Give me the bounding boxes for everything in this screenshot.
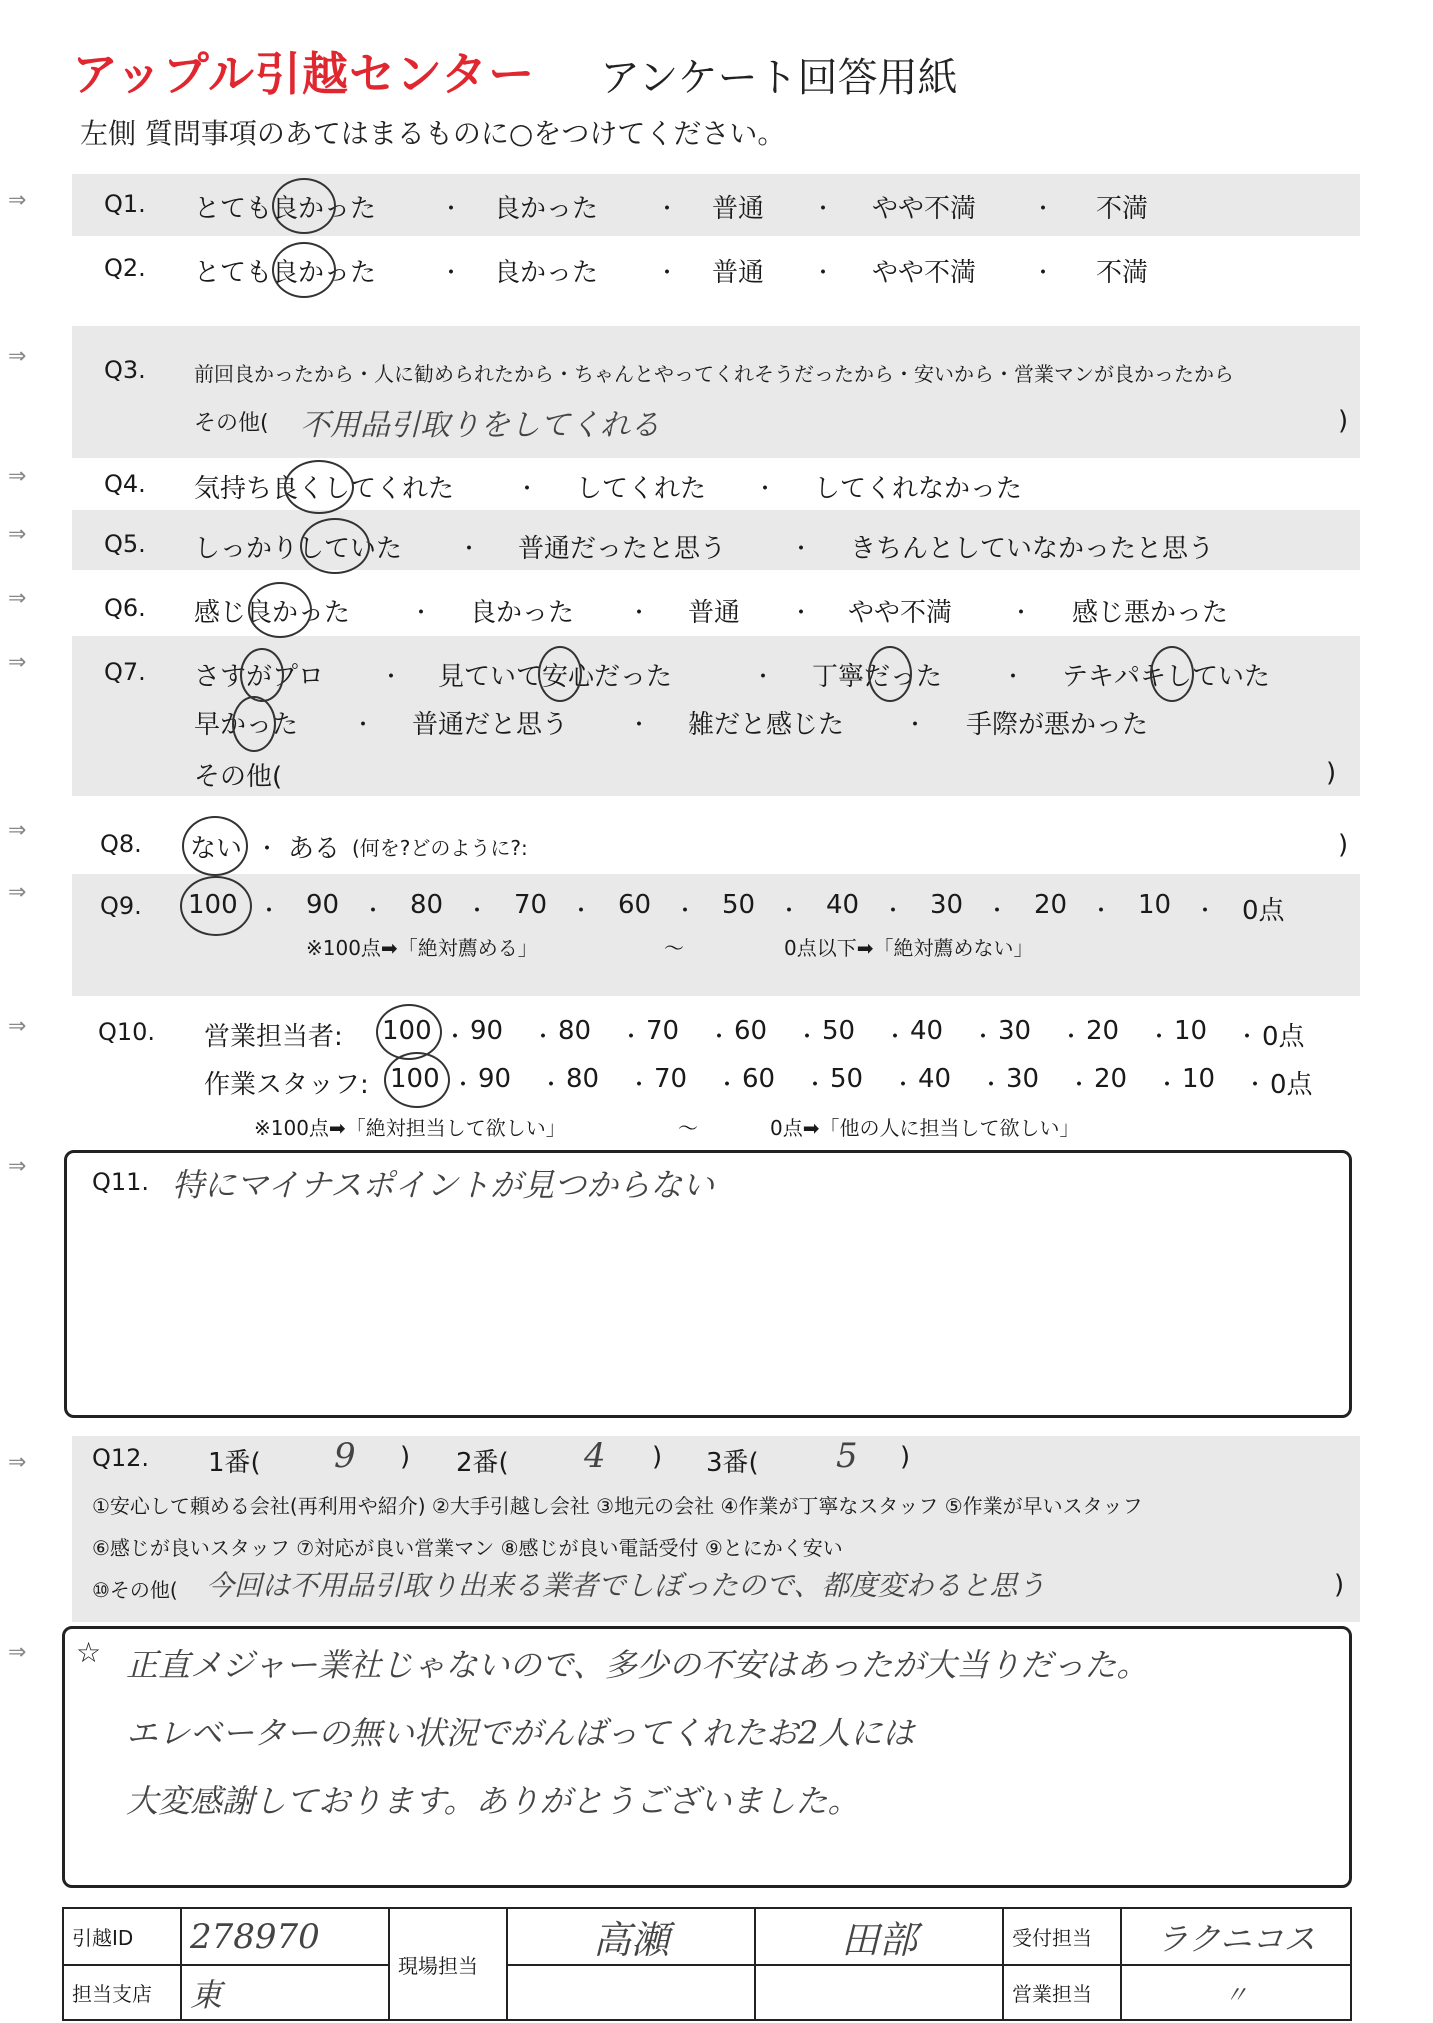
q12-first-close: ) <box>400 1442 411 1472</box>
q7-option[interactable]: 見ていて安心だった <box>438 662 673 692</box>
separator: ・ <box>812 197 835 222</box>
selection-circle <box>182 816 248 876</box>
separator: ・ <box>1032 261 1055 286</box>
q6-option[interactable]: 良かった <box>470 598 575 628</box>
q3-options[interactable]: 前回良かったから・人に勧められたから・ちゃんとやってくれそうだったから・安いから・営業マンが良かったから <box>194 362 1234 386</box>
arrow-icon: ⇒ <box>8 344 27 369</box>
selection-circle <box>240 648 284 702</box>
q10-score[interactable]: 50 <box>822 1016 856 1046</box>
selection-circle <box>376 1004 442 1060</box>
comment-line-2: エレベーターの無い状況でがんばってくれたお2人には <box>126 1714 915 1752</box>
arrow-icon: ⇒ <box>8 880 27 905</box>
separator: ・ <box>674 899 697 924</box>
separator: ・ <box>466 899 489 924</box>
q9-score[interactable]: 20 <box>1034 890 1068 920</box>
selection-circle <box>284 460 354 514</box>
q2-option[interactable]: とても良かった <box>194 258 377 288</box>
separator: ・ <box>986 899 1009 924</box>
q7-option[interactable]: さすがプロ <box>194 662 325 692</box>
q12-other-label: ⑩その他( <box>92 1578 178 1602</box>
separator: ・ <box>256 837 279 862</box>
q8-number: Q8. <box>100 830 142 858</box>
separator: ・ <box>892 1073 915 1098</box>
q2-option[interactable]: 良かった <box>494 258 599 288</box>
q10-score[interactable]: 70 <box>654 1064 688 1094</box>
q1-option[interactable]: とても良かった <box>194 194 377 224</box>
q7-number: Q7. <box>104 658 146 686</box>
separator: ・ <box>882 899 905 924</box>
selection-circle <box>300 518 370 574</box>
q9-score[interactable]: 100 <box>188 890 238 920</box>
separator: ・ <box>452 1073 475 1098</box>
selection-circle <box>272 242 336 298</box>
footer-table <box>62 1907 1352 2021</box>
separator: ・ <box>540 1073 563 1098</box>
q10-score[interactable]: 40 <box>910 1016 944 1046</box>
separator: ・ <box>778 899 801 924</box>
separator: ・ <box>1194 899 1217 924</box>
q10-note-high: ※100点➡「絶対担当して欲しい」 <box>254 1116 566 1140</box>
separator: ・ <box>628 1073 651 1098</box>
q12-third-label: 3番( <box>706 1448 759 1478</box>
separator: ・ <box>628 713 651 738</box>
q7-other-label[interactable]: その他( <box>194 762 283 792</box>
arrow-icon: ⇒ <box>8 650 27 675</box>
sales-label: 営業担当 <box>1003 1965 1121 2020</box>
q3-close-paren: ) <box>1338 406 1349 436</box>
q10-score[interactable]: 0点 <box>1270 1070 1313 1100</box>
q9-score[interactable]: 40 <box>826 890 860 920</box>
q7-option[interactable]: テキパキしていた <box>1062 662 1271 692</box>
separator: ・ <box>980 1073 1003 1098</box>
q6-option[interactable]: 感じ悪かった <box>1072 598 1229 628</box>
arrow-icon: ⇒ <box>8 1640 27 1665</box>
q8-close-paren: ) <box>1338 830 1349 860</box>
q2-option[interactable]: 不満 <box>1096 258 1149 288</box>
comment-line-1: 正直メジャー業社じゃないので、多少の不安はあったが大当りだった。 <box>126 1646 1149 1684</box>
q3-other-answer[interactable]: 不用品引取りをしてくれる <box>300 408 660 443</box>
separator: ・ <box>708 1025 731 1050</box>
q8-option[interactable]: ある <box>288 834 341 864</box>
q12-other-answer[interactable]: 今回は不用品引取り出来る業者でしぼったので、都度変わると思う <box>206 1569 1046 1602</box>
q10-score[interactable]: 90 <box>478 1064 512 1094</box>
q10-score[interactable]: 90 <box>470 1016 504 1046</box>
star-icon: ☆ <box>76 1636 102 1669</box>
separator: ・ <box>516 477 539 502</box>
separator: ・ <box>444 1025 467 1050</box>
q10-score[interactable]: 60 <box>734 1016 768 1046</box>
q7-option[interactable]: 普通だと思う <box>412 710 569 740</box>
q5-option[interactable]: きちんとしていなかったと思う <box>850 534 1215 564</box>
separator: ・ <box>796 1025 819 1050</box>
site-staff-1[interactable]: 高瀬 <box>507 1908 755 1965</box>
q10-score[interactable]: 40 <box>918 1064 952 1094</box>
q7-option[interactable]: 丁寧だった <box>812 662 943 692</box>
selection-circle <box>232 696 276 752</box>
arrow-icon: ⇒ <box>8 1014 27 1039</box>
q3-band <box>72 326 1360 458</box>
q10-tilde: 〜 <box>678 1116 698 1140</box>
separator: ・ <box>656 261 679 286</box>
q10-score[interactable]: 100 <box>390 1064 440 1094</box>
q8-option[interactable]: ない <box>190 834 243 864</box>
q7-option[interactable]: 早かった <box>194 710 299 740</box>
separator: ・ <box>440 197 463 222</box>
site-staff-3[interactable] <box>507 1965 755 2020</box>
selection-circle <box>272 178 336 234</box>
branch-value[interactable]: 東 <box>181 1965 389 2020</box>
separator: ・ <box>362 899 385 924</box>
q12-second-value[interactable]: 4 <box>584 1436 606 1476</box>
separator: ・ <box>1032 197 1055 222</box>
q12-number: Q12. <box>92 1444 150 1472</box>
separator: ・ <box>972 1025 995 1050</box>
q10-score[interactable]: 30 <box>998 1016 1032 1046</box>
separator: ・ <box>258 899 281 924</box>
q12-second-label: 2番( <box>456 1448 509 1478</box>
separator: ・ <box>884 1025 907 1050</box>
q9-note-high: ※100点➡「絶対薦める」 <box>306 936 538 960</box>
separator: ・ <box>352 713 375 738</box>
separator: ・ <box>656 197 679 222</box>
q1-option[interactable]: 不満 <box>1096 194 1149 224</box>
q4-number: Q4. <box>104 470 146 498</box>
separator: ・ <box>440 261 463 286</box>
comment-line-3: 大変感謝しております。ありがとうございました。 <box>126 1782 860 1820</box>
move-id-value[interactable]: 278970 <box>181 1908 389 1965</box>
separator: ・ <box>790 601 813 626</box>
q10-score[interactable]: 10 <box>1174 1016 1208 1046</box>
q10-score[interactable]: 80 <box>558 1016 592 1046</box>
separator: ・ <box>1090 899 1113 924</box>
separator: ・ <box>532 1025 555 1050</box>
q10-score[interactable]: 100 <box>382 1016 432 1046</box>
q12-close-paren: ) <box>1334 1570 1345 1600</box>
separator: ・ <box>380 665 403 690</box>
q5-option[interactable]: 普通だったと思う <box>518 534 727 564</box>
q9-score[interactable]: 50 <box>722 890 756 920</box>
q12-choices-line2: ⑥感じが良いスタッフ ⑦対応が良い営業マン ⑧感じが良い電話受付 ⑨とにかく安い <box>92 1536 843 1560</box>
q9-score[interactable]: 90 <box>306 890 340 920</box>
q5-number: Q5. <box>104 530 146 558</box>
reception-label: 受付担当 <box>1003 1908 1121 1965</box>
instruction-text: 左側 質問事項のあてはまるものに○をつけてください。 <box>80 117 786 150</box>
separator: ・ <box>1068 1073 1091 1098</box>
q4-option[interactable]: してくれなかった <box>814 474 1023 504</box>
q7-option[interactable]: 雑だと感じた <box>688 710 845 740</box>
arrow-icon: ⇒ <box>8 188 27 213</box>
selection-circle <box>538 646 582 702</box>
q10-score[interactable]: 70 <box>646 1016 680 1046</box>
q10-number: Q10. <box>98 1018 156 1046</box>
q10-note-low: 0点➡「他の人に担当して欲しい」 <box>770 1116 1080 1140</box>
q6-number: Q6. <box>104 594 146 622</box>
q6-option[interactable]: やや不満 <box>848 598 953 628</box>
arrow-icon: ⇒ <box>8 586 27 611</box>
separator: ・ <box>804 1073 827 1098</box>
site-staff-label: 現場担当 <box>389 1908 507 2020</box>
q9-score[interactable]: 10 <box>1138 890 1172 920</box>
q9-score[interactable]: 30 <box>930 890 964 920</box>
selection-circle <box>384 1052 450 1108</box>
q3-number: Q3. <box>104 356 146 384</box>
selection-circle <box>868 646 912 702</box>
q6-option[interactable]: 感じ良かった <box>194 598 351 628</box>
separator: ・ <box>1148 1025 1171 1050</box>
q9-score[interactable]: 80 <box>410 890 444 920</box>
q10-score[interactable]: 20 <box>1094 1064 1128 1094</box>
site-staff-4[interactable] <box>755 1965 1003 2020</box>
q10-score[interactable]: 60 <box>742 1064 776 1094</box>
q10-score[interactable]: 30 <box>1006 1064 1040 1094</box>
q10-sales-label: 営業担当者: <box>204 1022 343 1052</box>
separator: ・ <box>1060 1025 1083 1050</box>
separator: ・ <box>1236 1025 1259 1050</box>
arrow-icon: ⇒ <box>8 1450 27 1475</box>
q12-third-close: ) <box>900 1442 911 1472</box>
q10-staff-label: 作業スタッフ: <box>204 1070 369 1100</box>
q10-score[interactable]: 80 <box>566 1064 600 1094</box>
q12-third-value[interactable]: 5 <box>836 1436 858 1476</box>
separator: ・ <box>1010 601 1033 626</box>
separator: ・ <box>754 477 777 502</box>
q2-number: Q2. <box>104 254 146 282</box>
q11-number: Q11. <box>92 1168 150 1196</box>
arrow-icon: ⇒ <box>8 1154 27 1179</box>
separator: ・ <box>628 601 651 626</box>
separator: ・ <box>570 899 593 924</box>
selection-circle <box>180 876 252 936</box>
q3-other-label: その他( <box>194 411 269 436</box>
separator: ・ <box>904 713 927 738</box>
q10-score[interactable]: 20 <box>1086 1016 1120 1046</box>
form-title: アンケート回答用紙 <box>600 55 958 101</box>
q7-option[interactable]: 手際が悪かった <box>966 710 1149 740</box>
separator: ・ <box>790 537 813 562</box>
branch-label: 担当支店 <box>63 1965 181 2020</box>
q11-answer[interactable]: 特にマイナスポイントが見つからない <box>172 1166 715 1204</box>
q9-score[interactable]: 60 <box>618 890 652 920</box>
q10-score[interactable]: 50 <box>830 1064 864 1094</box>
q4-option[interactable]: してくれた <box>576 474 707 504</box>
site-staff-2[interactable]: 田部 <box>755 1908 1003 1965</box>
q10-score[interactable]: 0点 <box>1262 1022 1305 1052</box>
separator: ・ <box>1244 1073 1267 1098</box>
q9-tilde: 〜 <box>664 936 684 960</box>
q9-note-low: 0点以下➡「絶対薦めない」 <box>784 936 1034 960</box>
q12-first-value[interactable]: 9 <box>334 1436 356 1476</box>
q4-option[interactable]: 気持ち良くしてくれた <box>194 474 455 504</box>
separator: ・ <box>410 601 433 626</box>
q7-close-paren: ) <box>1326 758 1337 788</box>
q1-number: Q1. <box>104 190 146 218</box>
q1-option[interactable]: 普通 <box>712 194 765 224</box>
q2-option[interactable]: やや不満 <box>872 258 977 288</box>
separator: ・ <box>716 1073 739 1098</box>
separator: ・ <box>620 1025 643 1050</box>
q12-second-close: ) <box>652 1442 663 1472</box>
q9-score[interactable]: 70 <box>514 890 548 920</box>
selection-circle <box>1150 646 1194 702</box>
reception-value[interactable]: ラクニコス <box>1121 1908 1351 1965</box>
q6-option[interactable]: 普通 <box>688 598 741 628</box>
separator: ・ <box>1002 665 1025 690</box>
q2-option[interactable]: 普通 <box>712 258 765 288</box>
q12-choices-line1: ①安心して頼める会社(再利用や紹介) ②大手引越し会社 ③地元の会社 ④作業が丁寧なスタッフ ⑤作業が早いスタッフ <box>92 1494 1143 1518</box>
q1-option[interactable]: やや不満 <box>872 194 977 224</box>
q10-score[interactable]: 10 <box>1182 1064 1216 1094</box>
arrow-icon: ⇒ <box>8 818 27 843</box>
arrow-icon: ⇒ <box>8 522 27 547</box>
separator: ・ <box>458 537 481 562</box>
q9-number: Q9. <box>100 892 142 920</box>
separator: ・ <box>812 261 835 286</box>
q9-score[interactable]: 0点 <box>1242 896 1285 926</box>
q8-hint[interactable]: (何を?どのように?: <box>352 836 528 860</box>
separator: ・ <box>1156 1073 1179 1098</box>
separator: ・ <box>752 665 775 690</box>
q1-option[interactable]: 良かった <box>494 194 599 224</box>
brand-title: アップル引越センター <box>72 47 536 101</box>
move-id-label: 引越ID <box>63 1908 181 1965</box>
sales-value[interactable]: 〃 <box>1121 1965 1351 2020</box>
selection-circle <box>248 582 312 638</box>
q12-first-label: 1番( <box>208 1448 261 1478</box>
q5-option[interactable]: しっかりしていた <box>194 534 403 564</box>
arrow-icon: ⇒ <box>8 464 27 489</box>
